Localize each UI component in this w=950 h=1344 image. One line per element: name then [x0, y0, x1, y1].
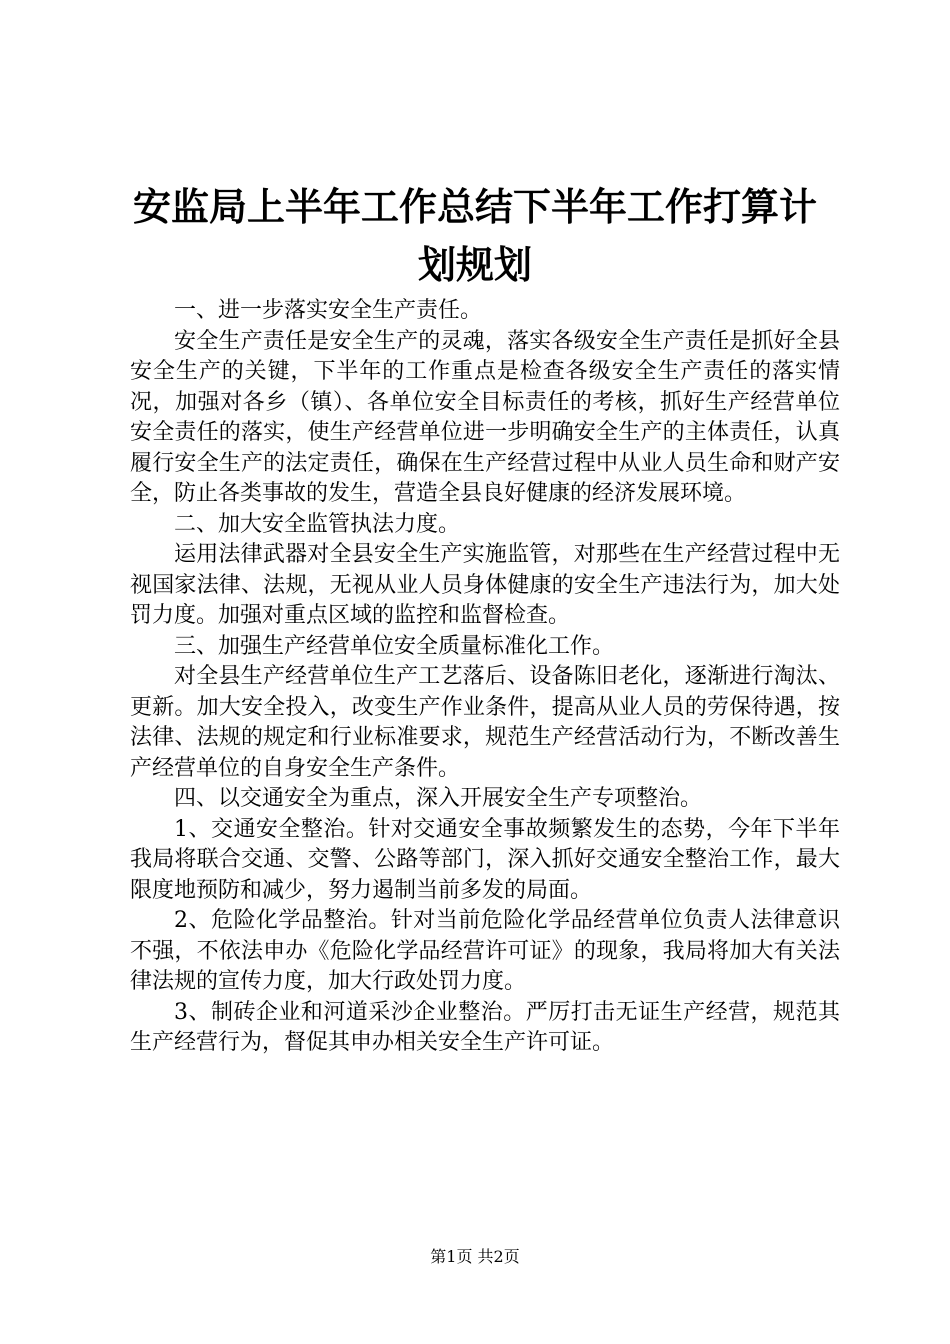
paragraph-2: 运用法律武器对全县安全生产实施监管，对那些在生产经营过程中无视国家法律、法规，无视从业人员身体健康的安全生产违法行为，加大处罚力度。加强对重点区域的监控和监督检查。	[130, 542, 840, 628]
page-footer: 第1页 共2页	[430, 1247, 520, 1266]
section-heading-4: 四、以交通安全为重点，深入开展安全生产专项整治。	[174, 786, 703, 811]
section-heading-3: 三、加强生产经营单位安全质量标准化工作。	[174, 633, 615, 659]
paragraph-3: 对全县生产经营单位生产工艺落后、设备陈旧老化，逐渐进行淘汰、更新。加大安全投入，改变生产作业条件，提高从业人员的劳保待遇，按法律、法规的规定和行业标准要求，规范生产经营活动行为，不断改善生产经营单位的自身安全生产条件。	[130, 664, 840, 781]
paragraph-1: 安全生产责任是安全生产的灵魂，落实各级安全生产责任是抓好全县安全生产的关键，下半年的工作重点是检查各级安全生产责任的落实情况，加强对各乡（镇）、各单位安全目标责任的考核，抓好生产经营单位安全责任的落实，使生产经营单位进一步明确安全生产的主体责任，认真履行安全生产的法定责任，确保在生产经营过程中从业人员生命和财产安全，防止各类事故的发生，营造全县良好健康的经济发展环境。	[130, 328, 840, 506]
paragraph-4-item-2: 2、危险化学品整治。针对当前危险化学品经营单位负责人法律意识不强，不依法申办《危险化学品经营许可证》的现象，我局将加大有关法律法规的宣传力度，加大行政处罚力度。	[130, 908, 840, 994]
section-heading-2: 二、加大安全监管执法力度。	[174, 511, 461, 537]
paragraph-4-item-3: 3、制砖企业和河道采沙企业整治。严厉打击无证生产经营，规范其生产经营行为，督促其申办相关安全生产许可证。	[130, 999, 840, 1055]
section-heading-1: 一、进一步落实安全生产责任。	[174, 298, 483, 323]
paragraph-4-item-1: 1、交通安全整治。针对交通安全事故频繁发生的态势，今年下半年我局将联合交通、交警、公路等部门，深入抓好交通安全整治工作，最大限度地预防和减少，努力遏制当前多发的局面。	[130, 816, 840, 903]
document-body	[130, 296, 840, 1059]
document-title: 安监局上半年工作总结下半年工作打算计划规划	[132, 184, 817, 287]
